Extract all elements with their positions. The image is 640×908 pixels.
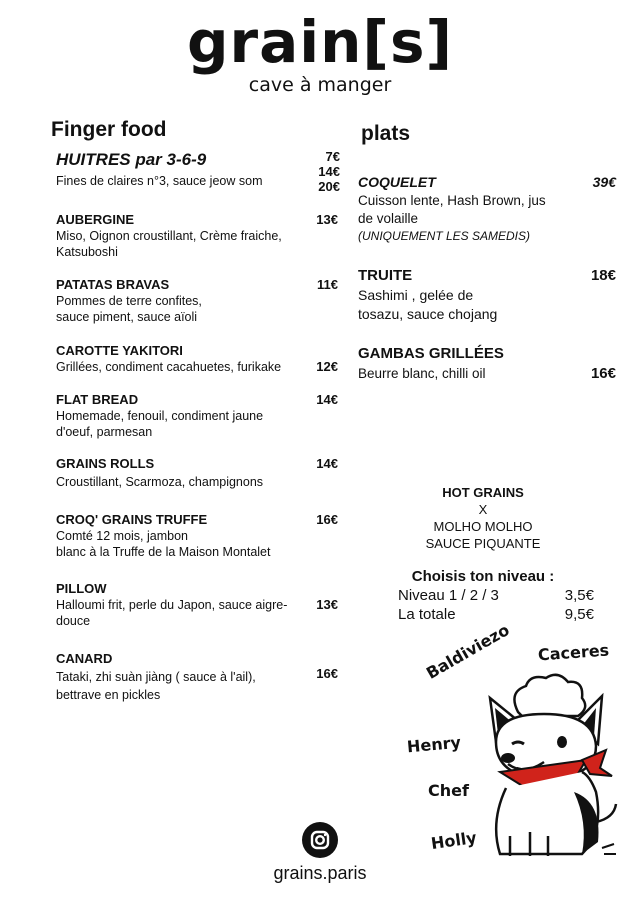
item-price: 16€ bbox=[316, 512, 338, 527]
item-name: COQUELET bbox=[358, 174, 436, 190]
menu-item-canard bbox=[56, 651, 256, 703]
item-price: 14€ bbox=[316, 392, 338, 407]
item-desc: Pommes de terre confites, bbox=[56, 294, 202, 308]
hot-grains-x: X bbox=[478, 502, 488, 517]
item-name: GAMBAS GRILLÉES bbox=[358, 345, 504, 362]
team-name: Caceres bbox=[537, 640, 610, 665]
item-name: TRUITE bbox=[358, 267, 413, 284]
item-desc: douce bbox=[56, 614, 91, 628]
oyster-price: 20€ bbox=[318, 179, 340, 194]
item-name: GRAINS ROLLS bbox=[56, 456, 155, 471]
menu-item-croq-grains-truffe bbox=[56, 512, 270, 560]
menu-item-pillow bbox=[56, 581, 287, 629]
item-price: 16€ bbox=[590, 365, 616, 382]
instagram-icon[interactable] bbox=[302, 822, 338, 858]
item-desc: tosazu, sauce chojang bbox=[358, 306, 498, 322]
menu-item-gambas-grillees bbox=[358, 344, 578, 383]
item-desc: Croustillant, Scarmoza, champignons bbox=[56, 475, 264, 489]
item-desc: sauce piment, sauce aïoli bbox=[56, 310, 198, 324]
tagline: cave à manger bbox=[248, 74, 392, 96]
item-desc: Beurre blanc, chilli oil bbox=[358, 366, 486, 381]
item-price: 14€ bbox=[316, 456, 338, 471]
niveau-price: 3,5€ bbox=[564, 587, 594, 604]
item-desc: Cuisson lente, Hash Brown, jus bbox=[358, 193, 546, 208]
niveau-label: Niveau 1 / 2 / 3 bbox=[398, 587, 499, 604]
team-name: Baldiviezo bbox=[423, 620, 513, 683]
oysters-name: HUITRES par 3-6-9 bbox=[56, 150, 207, 169]
item-price: 16€ bbox=[316, 666, 338, 681]
oysters-desc: Fines de claires n°3, sauce jeow som bbox=[56, 174, 263, 188]
item-desc: Katsuboshi bbox=[56, 245, 118, 259]
item-desc: Comté 12 mois, jambon bbox=[56, 529, 189, 543]
item-name: CAROTTE YAKITORI bbox=[56, 343, 183, 358]
item-name: CANARD bbox=[56, 651, 113, 666]
item-price: 18€ bbox=[590, 267, 616, 284]
menu-item-patatas-bravas bbox=[56, 277, 202, 325]
team-name: Holly bbox=[429, 827, 478, 854]
team-name: Henry bbox=[406, 732, 462, 757]
menu-item-carotte-yakitori bbox=[56, 343, 281, 375]
item-name: PILLOW bbox=[56, 581, 107, 596]
item-desc: Sashimi , gelée de bbox=[358, 287, 474, 303]
item-price: 13€ bbox=[316, 212, 338, 227]
item-desc: Halloumi frit, perle du Japon, sauce aigre- bbox=[56, 598, 288, 612]
item-name: CROQ' GRAINS TRUFFE bbox=[56, 512, 208, 527]
item-name: PATATAS BRAVAS bbox=[56, 277, 170, 292]
item-desc: Homemade, fenouil, condiment jaune bbox=[56, 409, 264, 423]
item-price: 11€ bbox=[317, 277, 338, 292]
oyster-price: 7€ bbox=[325, 149, 340, 164]
niveau-title: Choisis ton niveau : bbox=[411, 568, 555, 585]
item-name: AUBERGINE bbox=[56, 212, 135, 227]
item-desc: blanc à la Truffe de la Maison Montalet bbox=[56, 545, 271, 559]
hot-grains-title: HOT GRAINS bbox=[442, 485, 524, 500]
item-desc: d'oeuf, parmesan bbox=[56, 425, 153, 439]
item-price: 39€ bbox=[592, 174, 616, 190]
item-desc: bettrave en pickles bbox=[56, 688, 161, 702]
hot-grains-line: MOLHO MOLHO bbox=[433, 519, 533, 534]
hot-grains-block bbox=[383, 484, 583, 552]
hot-grains-line: SAUCE PIQUANTE bbox=[425, 536, 541, 551]
oyster-price: 14€ bbox=[318, 164, 340, 179]
niveau-row bbox=[398, 606, 594, 624]
item-desc: Grillées, condiment cacahuetes, furikake bbox=[56, 360, 282, 374]
item-desc: Miso, Oignon croustillant, Crème fraiche, bbox=[56, 229, 282, 243]
niveau-row bbox=[398, 587, 594, 605]
menu-item-aubergine bbox=[56, 212, 282, 260]
plats-title: plats bbox=[361, 122, 411, 145]
menu-item-truite bbox=[358, 266, 578, 324]
oysters-prices bbox=[300, 149, 340, 194]
item-price: 12€ bbox=[316, 359, 338, 374]
menu-item-coquelet bbox=[358, 172, 578, 244]
finger-food-title: Finger food bbox=[51, 118, 167, 141]
item-price: 13€ bbox=[316, 597, 338, 612]
team-name: Chef bbox=[428, 781, 469, 800]
logo: grain[s] bbox=[187, 8, 453, 76]
chef-dog-illustration bbox=[478, 672, 618, 864]
niveau-label: La totale bbox=[398, 606, 456, 623]
menu-item-flat-bread bbox=[56, 392, 263, 440]
item-desc: Tataki, zhi suàn jiàng ( sauce à l'ail), bbox=[56, 670, 256, 684]
item-name: FLAT BREAD bbox=[56, 392, 139, 407]
menu-item-grains-rolls bbox=[56, 456, 263, 490]
item-desc: de volaille bbox=[358, 211, 419, 226]
instagram-handle[interactable]: grains.paris bbox=[273, 863, 367, 883]
niveau-price: 9,5€ bbox=[564, 606, 594, 623]
item-note: (UNIQUEMENT LES SAMEDIS) bbox=[358, 229, 531, 243]
